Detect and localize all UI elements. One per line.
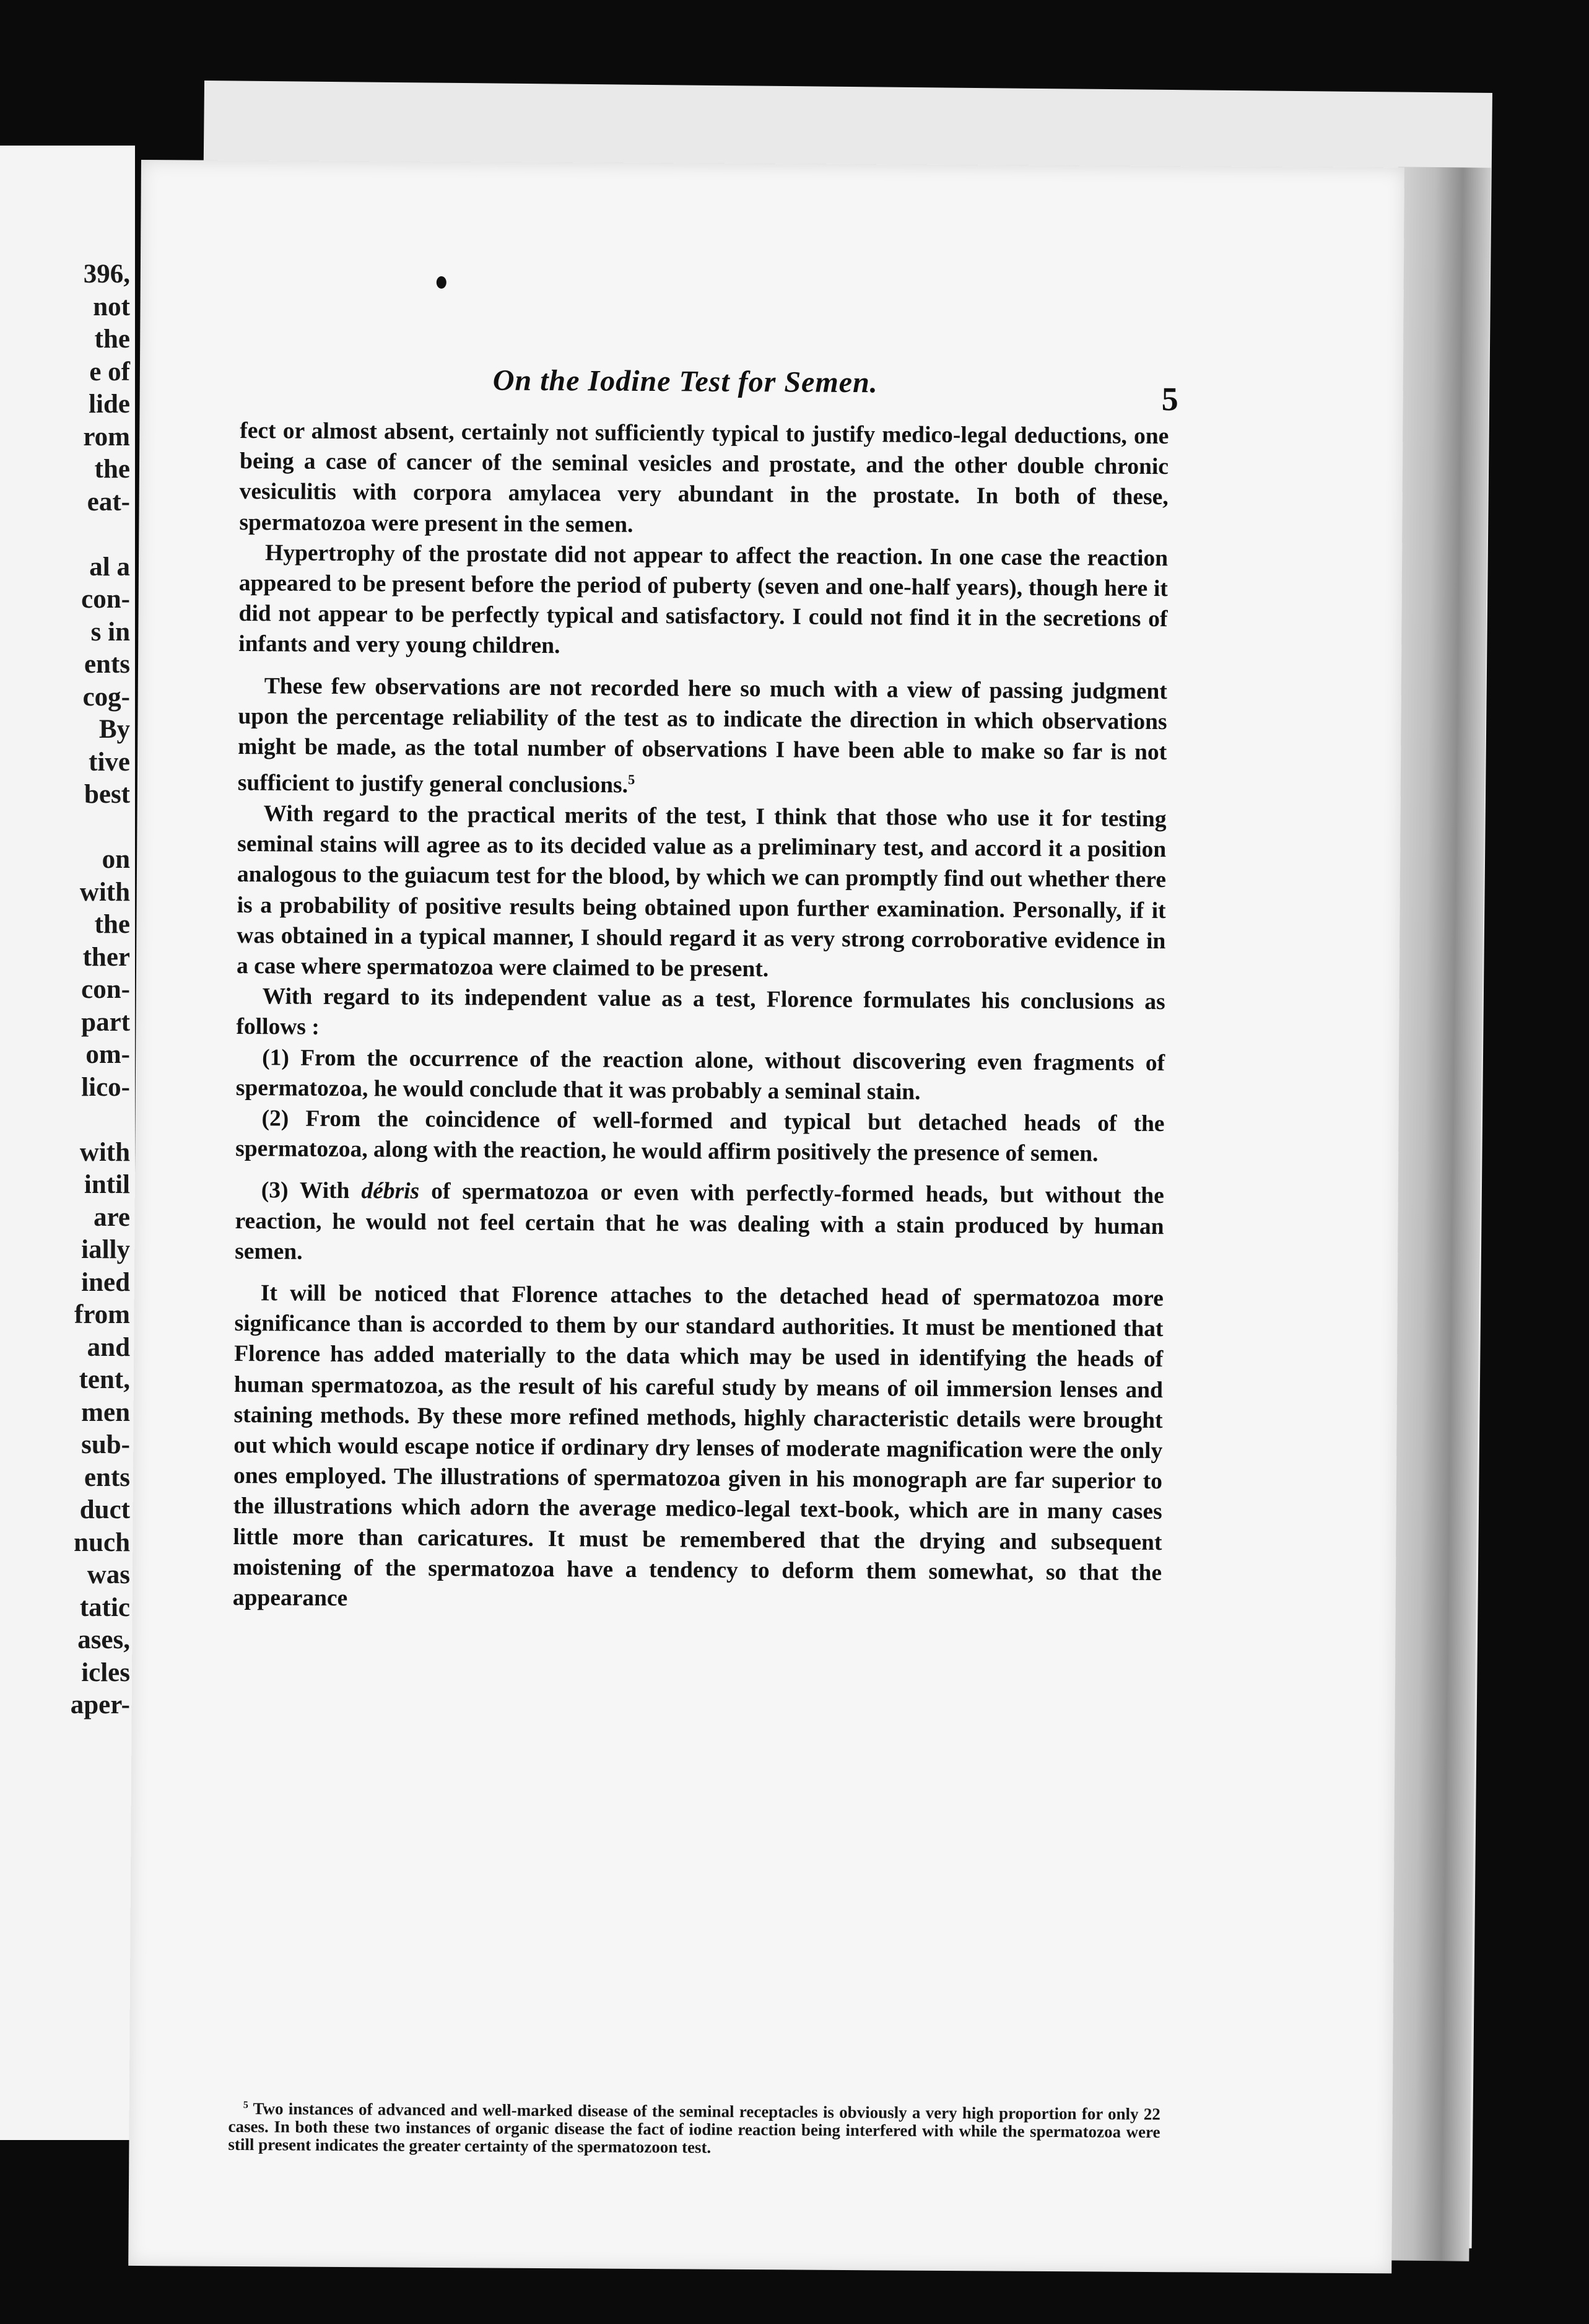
left-page-fragment: the [94,910,130,939]
paragraph: With regard to the practical merits of the test, I think that those who use it for testing seminal stains will agree as to its decided value as a preliminary test, and accord it a position analogous to the guiacum test for the blood, by which we can promptly find out whether there is a probability of positive results being obtained upon further examination. Personally, if it was obtained in a typical manner, I should regard it as very strong corroborative evidence in a case where spermatozoa were claimed to be present. [236,801,1167,982]
left-page-fragment: with [79,877,130,907]
list-item [235,1175,1164,1272]
footnote-text: Two instances of advanced and well-marked disease of the seminal receptacles is obviously a very high proportion for only 22 cases. In both these two instances of organic disease the fact of iodine reaction being interfered with while the spermatozoa were still present indicates the greater certainty of the spermatozoon test. [228,2099,1160,2157]
left-page-fragment: lide [89,390,130,419]
paragraph: fect or almost absent, certainly not sufficiently typical to justify medico-legal deductions, one being a case of cancer of the seminal vesicles and prostate, and the other double chronic vesiculitis with corpora amylacea very abundant in the prostate. In both of these, spermatozoa were present in the semen. [239,417,1169,538]
footnote [228,2096,1160,2159]
paragraph [238,671,1167,804]
page [128,160,1404,2273]
left-page-fragment: lico- [81,1072,130,1102]
left-page-fragment: ined [81,1267,130,1297]
left-page-fragment: rom [83,422,130,452]
left-page-fragment: cog- [82,682,130,712]
left-page-fragment: al a [89,552,130,582]
list-item-text: of spermatozoa or even with perfectly-formed heads, but without the reaction, he would not feel certain that he was dealing with a stain produced by human semen. [235,1179,1164,1265]
left-page-fragment: was [87,1560,130,1589]
running-head: On the Iodine Test for Semen. [492,364,878,400]
left-page-fragment: ther [82,942,130,972]
left-page-fragment: 396, [83,260,130,289]
left-page-fragment: con- [81,975,130,1004]
ink-dot [437,276,446,289]
left-page-fragment: ases, [77,1625,130,1654]
left-page-edge [0,146,135,2140]
left-page-fragment: from [74,1300,130,1329]
left-page-fragment: ially [81,1235,130,1264]
left-page-fragment: ents [84,1462,130,1492]
left-page-fragment: ents [84,650,130,679]
paragraph: It will be noticed that Florence attaches to the detached head of spermatozoa more significance than is accorded to them by our standard authorities. It must be mentioned that Florence has added materially to the data which may be used in identifying the heads of human spermatozoa, as the result of his careful study by means of oil immersion lenses and staining methods. By these more refined methods, highly characteristic details were brought out which would escape notice if ordinary dry lenses of moderate magnification were the only ones employed. The illustrations of spermatozoa given in his monograph are far superior to the illustrations which adorn the average medico-legal text-book, which are in many cases little more than caricatures. It must be remembered that the drying and subsequent moistening of the spermatozoa have a tendency to deform them somewhat, so that the appearance [232,1280,1164,1612]
left-page-fragment: tive [89,747,130,777]
left-page-fragment: e of [89,357,130,387]
italic-term: débris [361,1178,420,1205]
body-text [233,416,1169,1618]
list-item: (1) From the occurrence of the reaction alone, without discovering even fragments of spermatozoa, he would conclude that it was probably a seminal stain. [235,1044,1165,1105]
left-page-fragment: eat- [87,487,130,517]
left-page-fragment: part [81,1007,130,1037]
left-page-fragment: icles [81,1658,130,1687]
left-page-fragment: on [102,845,130,874]
footnote-marker: 5 [243,2099,248,2111]
left-page-fragment: with [79,1137,130,1167]
left-page-fragment: intil [84,1170,130,1199]
left-page-fragment: and [87,1332,130,1362]
list-item-text: (3) With [261,1177,362,1204]
left-page-fragment: sub- [81,1430,130,1459]
left-page-fragment: By [98,715,130,744]
paragraph: With regard to its independent value as a test, Florence formulates his conclusions as follows : [236,984,1165,1041]
left-page-fragment: not [93,292,130,321]
left-page-fragment: the [94,325,130,354]
left-page-fragment: tatic [79,1592,130,1622]
footnotes [228,2096,1160,2159]
left-page-fragment: duct [79,1495,130,1524]
left-page-fragment: s in [90,617,130,647]
page-number: 5 [1161,380,1178,418]
left-page-fragment: con- [81,585,130,614]
left-page-fragment: the [94,455,130,484]
footnote-reference[interactable]: 5 [628,772,635,788]
left-page-fragment: nuch [74,1527,130,1557]
list-item: (2) From the coincidence of well-formed and typical but detached heads of the spermatozoa, along with the reaction, he would affirm positively the presence of semen. [235,1106,1165,1167]
left-page-fragment: are [94,1202,130,1232]
paragraph: Hypertrophy of the prostate did not appear to affect the reaction. In one case the reaction appeared to be present before the period of puberty (seven and one-half years), though here it did not appear to be perfectly typical and satisfactory. I could not find it in the secretions of infants and very young children. [238,540,1169,659]
left-page-fragment: aper- [70,1690,130,1719]
left-page-fragment: tent, [79,1365,130,1394]
left-page-fragment: best [84,780,130,809]
left-page-fragment: om- [85,1040,130,1069]
paragraph-text: These few observations are not recorded here so much with a view of passing judgment upon the percentage reliability of the test as to indicate the direction in which observations might be made, as the total number of observations I have been able to make so far is not sufficient to justify general conclusions. [237,673,1167,798]
left-page-fragment: men [81,1397,130,1427]
